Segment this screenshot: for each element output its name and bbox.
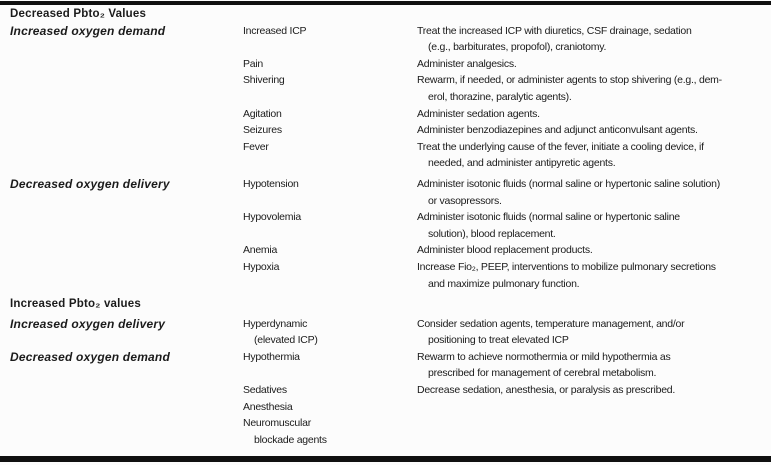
treatment-text: Rewarm to achieve normothermia or mild hypothermia as xyxy=(417,350,671,363)
treatment-text: Treat the increased ICP with diuretics, CSF drainage, sedation xyxy=(417,24,692,37)
cause-cell xyxy=(243,23,417,40)
treatment-cell xyxy=(417,242,769,259)
treatment-text: erol, thorazine, paralytic agents). xyxy=(428,90,572,103)
treatment-text: and maximize pulmonary function. xyxy=(428,277,580,290)
table-row xyxy=(10,316,769,349)
section-header-increased-pbto2: Increased Pbto₂ values xyxy=(10,298,141,311)
treatment-text: Administer analgesics. xyxy=(417,57,517,70)
table-top-rule xyxy=(0,1,771,5)
cause-text: Hypothermia xyxy=(243,350,300,363)
table-row xyxy=(10,23,769,56)
table-row xyxy=(10,72,769,105)
table-row xyxy=(10,139,769,172)
table-row xyxy=(10,209,769,242)
treatment-cell xyxy=(417,316,769,349)
treatment-text: Treat the underlying cause of the fever, initiate a cooling device, if xyxy=(417,140,704,153)
cause-text: Hypoxia xyxy=(243,260,280,273)
treatment-cell xyxy=(417,122,769,139)
section-header-decreased-pbto2: Decreased Pbto₂ Values xyxy=(10,8,147,20)
category-label: Increased oxygen demand xyxy=(10,23,166,38)
treatment-cell xyxy=(417,176,769,209)
cause-cell xyxy=(243,139,417,156)
cause-text: Shivering xyxy=(243,74,285,87)
treatment-cell xyxy=(417,382,769,399)
category-cell xyxy=(10,176,243,193)
treatment-cell xyxy=(417,139,769,172)
category-label: Decreased oxygen demand xyxy=(10,349,170,364)
cause-cell xyxy=(243,209,417,226)
cause-text: Neuromuscular xyxy=(243,417,311,430)
treatment-text: positioning to treat elevated ICP xyxy=(428,334,569,347)
treatment-text: solution), blood replacement. xyxy=(428,227,556,240)
table-row xyxy=(10,415,769,448)
treatment-cell xyxy=(417,72,769,105)
cause-text: Anemia xyxy=(243,244,278,257)
cause-text: Sedatives xyxy=(243,384,287,397)
treatment-text: Administer sedation agents. xyxy=(417,107,540,120)
cause-text: Hyperdynamic xyxy=(243,317,308,330)
table-row xyxy=(10,399,769,416)
cause-text: Fever xyxy=(243,140,269,153)
category-label: Decreased oxygen delivery xyxy=(10,176,170,191)
cause-cell xyxy=(243,382,417,399)
treatment-text: Consider sedation agents, temperature management, and/or xyxy=(417,317,685,330)
cause-cell xyxy=(243,106,417,123)
cause-cell xyxy=(243,56,417,73)
cause-cell xyxy=(243,242,417,259)
treatment-text: prescribed for management of cerebral metabolism. xyxy=(428,367,657,380)
treatment-text: Administer blood replacement products. xyxy=(417,244,593,257)
cause-cell xyxy=(243,259,417,276)
table-row xyxy=(10,106,769,123)
cause-text: blockade agents xyxy=(254,433,327,446)
cause-text: Hypovolemia xyxy=(243,211,301,224)
cause-text: Agitation xyxy=(243,107,282,120)
cause-cell xyxy=(243,415,417,448)
treatment-text: Administer benzodiazepines and adjunct anticonvulsant agents. xyxy=(417,124,698,137)
cause-text: (elevated ICP) xyxy=(254,334,318,347)
cause-cell xyxy=(243,72,417,89)
table-row xyxy=(10,259,769,292)
cause-cell xyxy=(243,349,417,366)
treatment-cell xyxy=(417,259,769,292)
treatment-cell xyxy=(417,106,769,123)
table-content xyxy=(10,6,769,448)
treatment-text: Rewarm, if needed, or administer agents to stop shivering (e.g., dem- xyxy=(417,74,722,87)
treatment-text: Increase Fio₂, PEEP, interventions to mobilize pulmonary secretions xyxy=(417,260,716,273)
treatment-text: needed, and administer antipyretic agents. xyxy=(428,157,616,170)
cause-cell xyxy=(243,399,417,416)
table-bottom-rule xyxy=(0,456,771,462)
cause-cell xyxy=(243,316,417,349)
table-row xyxy=(10,56,769,73)
treatment-cell xyxy=(417,209,769,242)
cause-text: Anesthesia xyxy=(243,400,293,413)
cause-text: Increased ICP xyxy=(243,24,307,37)
cause-cell xyxy=(243,122,417,139)
category-cell xyxy=(10,316,243,333)
treatment-cell xyxy=(417,349,769,382)
treatment-cell xyxy=(417,56,769,73)
cause-text: Pain xyxy=(243,57,264,70)
cause-cell xyxy=(243,176,417,193)
treatment-text: or vasopressors. xyxy=(428,194,502,207)
treatment-text: Administer isotonic fluids (normal saline or hypertonic saline solution) xyxy=(417,177,720,190)
table-row xyxy=(10,242,769,259)
treatment-text: Decrease sedation, anesthesia, or paralysis as prescribed. xyxy=(417,384,676,397)
table-row xyxy=(10,382,769,399)
table-row xyxy=(10,176,769,209)
treatment-text: Administer isotonic fluids (normal saline or hypertonic saline xyxy=(417,211,680,224)
category-label: Increased oxygen delivery xyxy=(10,316,166,331)
treatment-text: (e.g., barbiturates, propofol), craniotomy. xyxy=(428,41,607,54)
treatment-cell xyxy=(417,23,769,56)
category-cell xyxy=(10,23,243,40)
cause-text: Seizures xyxy=(243,124,282,137)
table-row xyxy=(10,122,769,139)
cause-text: Hypotension xyxy=(243,177,299,190)
category-cell xyxy=(10,349,243,366)
table-row xyxy=(10,349,769,382)
